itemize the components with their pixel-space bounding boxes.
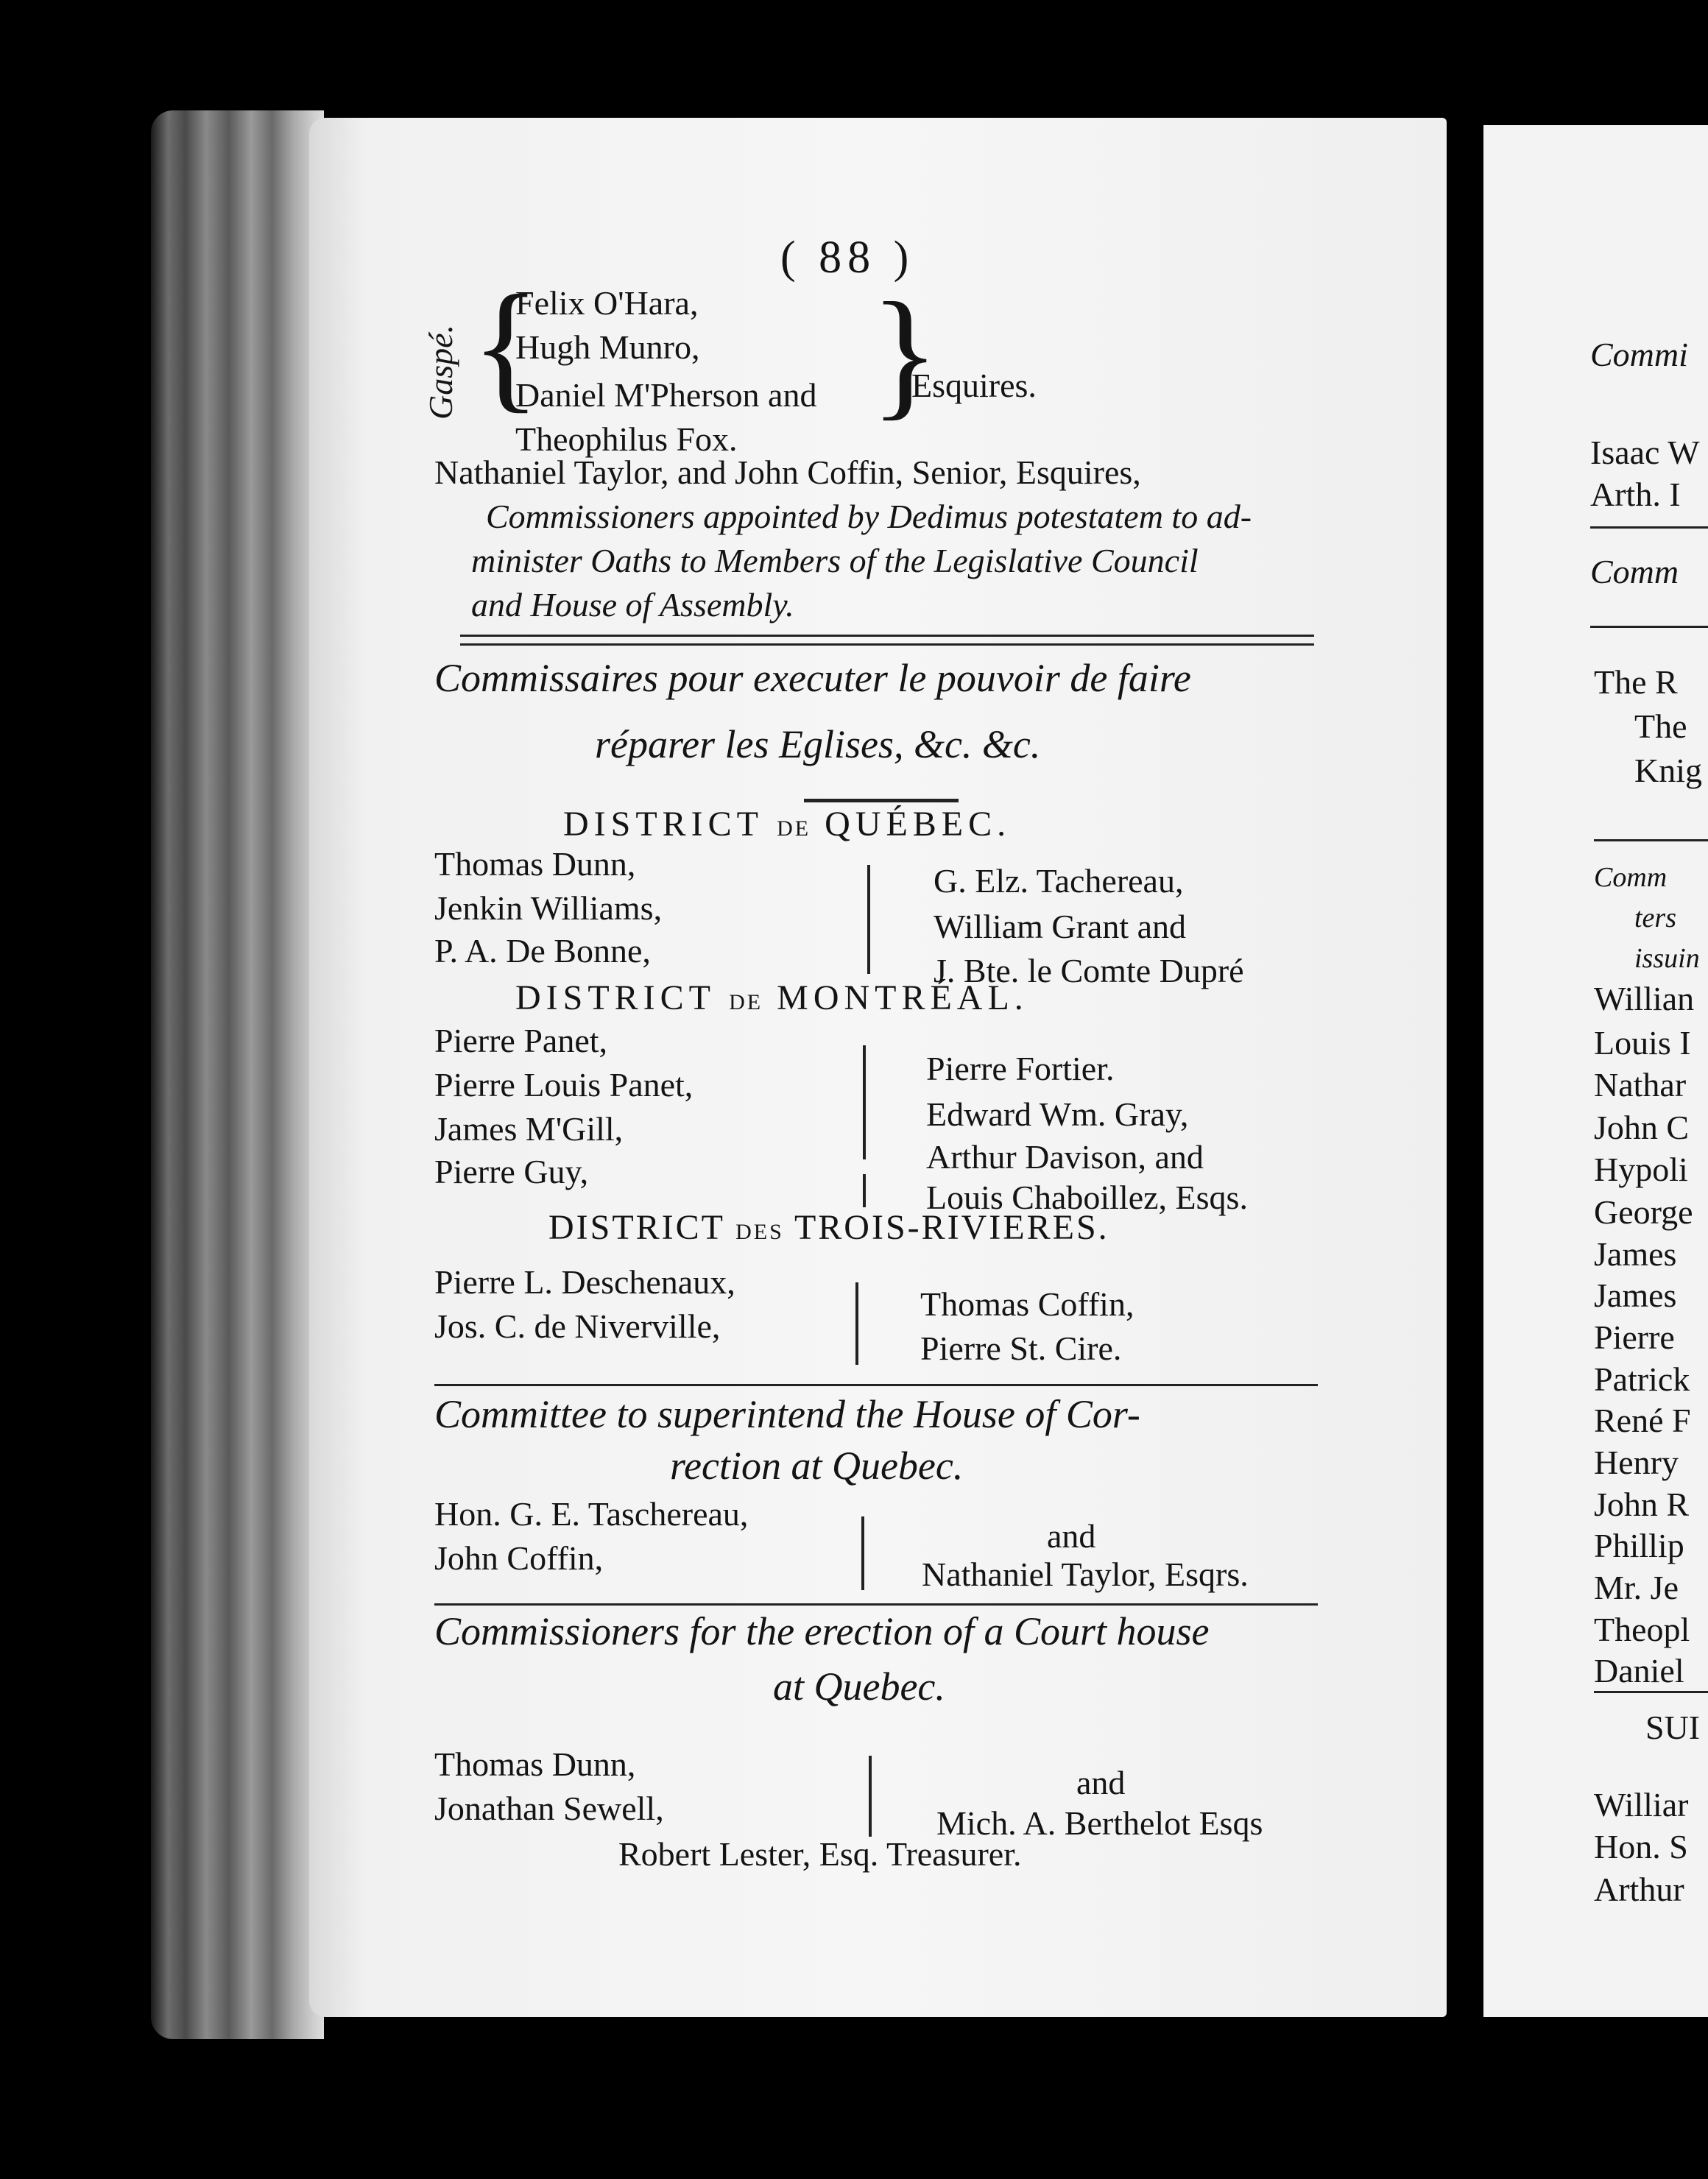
courthouse-name: and [1076, 1764, 1126, 1801]
district-name: J. Bte. le Comte Dupré [934, 952, 1244, 989]
courthouse-name: Jonathan Sewell, [434, 1790, 664, 1827]
section-title: réparer les Eglises, &c. &c. [595, 722, 1041, 766]
gaspe-suffix: Esquires. [911, 367, 1037, 404]
district-place: QUÉBEC. [825, 805, 1012, 844]
district-place: TROIS-RIVIERES. [794, 1208, 1109, 1247]
divider [434, 1603, 1318, 1606]
right-page-line: James [1594, 1235, 1677, 1273]
district-name: P. A. De Bonne, [434, 932, 651, 970]
divider [1590, 526, 1708, 529]
right-page-line: Williar [1594, 1786, 1689, 1823]
district-name: Pierre Louis Panet, [434, 1066, 694, 1103]
right-page-line: Daniel [1594, 1652, 1684, 1689]
divider [1594, 1691, 1708, 1693]
section-title: at Quebec. [773, 1664, 945, 1709]
right-page-line: Pierre [1594, 1318, 1675, 1356]
right-page-line: James [1594, 1276, 1677, 1314]
dedimus-line: minister Oaths to Members of the Legislative Council [471, 542, 1199, 579]
district-name: G. Elz. Tachereau, [934, 862, 1184, 900]
district-heading [548, 1207, 1109, 1248]
right-page-line: Phillip [1594, 1527, 1684, 1564]
gaspe-name: Daniel M'Pherson and [515, 376, 817, 414]
section-title: Committee to superintend the House of Cor- [434, 1392, 1140, 1436]
dedimus-line: and House of Assembly. [471, 586, 794, 624]
district-name: Jenkin Williams, [434, 889, 663, 927]
district-name: Edward Wm. Gray, [926, 1095, 1189, 1133]
column-separator [863, 1045, 866, 1159]
courthouse-name: Thomas Dunn, [434, 1745, 636, 1783]
right-page-line: Arthur [1594, 1871, 1684, 1908]
right-page-line: SUI [1645, 1709, 1701, 1746]
correction-name: Nathaniel Taylor, Esqrs. [922, 1555, 1249, 1593]
right-page-line: Henry [1594, 1444, 1679, 1481]
right-page-line: issuin [1634, 943, 1700, 974]
right-page-line: Arth. I [1590, 476, 1681, 513]
district-de: DE [729, 990, 763, 1014]
short-divider [804, 799, 959, 802]
district-prefix: DISTRICT [515, 978, 716, 1017]
divider [460, 635, 1314, 637]
district-heading [563, 804, 1011, 844]
divider [434, 1384, 1318, 1386]
column-separator [867, 865, 870, 974]
district-name: Pierre L. Deschenaux, [434, 1263, 735, 1301]
district-name: William Grant and [934, 908, 1187, 945]
column-separator [861, 1516, 864, 1590]
right-page-line: Knig [1634, 752, 1702, 789]
correction-name: Hon. G. E. Taschereau, [434, 1495, 749, 1533]
district-name: Louis Chaboillez, Esqs. [926, 1179, 1248, 1216]
district-prefix: DISTRICT [563, 805, 763, 844]
district-name: Jos. C. de Niverville, [434, 1307, 721, 1345]
column-separator [855, 1282, 858, 1365]
district-name: Thomas Dunn, [434, 845, 636, 883]
district-name: James M'Gill, [434, 1110, 624, 1148]
dedimus-line: Commissioners appointed by Dedimus potestatem to ad- [486, 498, 1252, 535]
right-page-line: Mr. Je [1594, 1569, 1679, 1606]
correction-name: and [1047, 1517, 1096, 1555]
right-page-line: Isaac W [1590, 434, 1700, 471]
section-title: Commissioners for the erection of a Court house [434, 1609, 1210, 1653]
district-heading [515, 978, 1028, 1018]
right-page-line: Comm [1590, 553, 1679, 590]
gaspe-name: Felix O'Hara, [515, 284, 699, 322]
gaspe-name: Theophilus Fox. [515, 420, 738, 458]
divider [1590, 626, 1708, 628]
district-de: DES [735, 1220, 784, 1244]
courthouse-name: Mich. A. Berthelot Esqs [936, 1804, 1263, 1842]
right-page-line: Patrick [1594, 1360, 1690, 1398]
right-page-line: René F [1594, 1402, 1691, 1439]
district-place: MONTRÉAL. [777, 978, 1028, 1017]
book-page-edges [151, 110, 324, 2039]
page-number: ( 88 ) [780, 233, 915, 283]
right-page-line: The [1634, 707, 1687, 745]
district-name: Pierre Fortier. [926, 1050, 1115, 1087]
district-prefix: DISTRICT [548, 1208, 725, 1247]
right-page-line: Hypoli [1594, 1151, 1688, 1188]
correction-name: John Coffin, [434, 1539, 604, 1577]
right-page-line: George [1594, 1193, 1693, 1231]
right-page-line: Commi [1590, 336, 1688, 373]
right-page-line: Louis I [1594, 1024, 1691, 1062]
section-title: Commissaires pour executer le pouvoir de faire [434, 656, 1191, 700]
district-name: Arthur Davison, and [926, 1138, 1204, 1176]
right-brace: } [870, 273, 940, 433]
district-name: Pierre Guy, [434, 1153, 589, 1190]
right-page-line: Nathar [1594, 1066, 1687, 1103]
section-title: rection at Quebec. [670, 1444, 964, 1488]
gaspe-label: Gaspé. [422, 324, 459, 420]
divider [1594, 839, 1708, 841]
district-name: Thomas Coffin, [920, 1285, 1134, 1323]
column-separator [869, 1756, 872, 1837]
left-brace: { [471, 266, 541, 425]
right-page-line: ters [1634, 903, 1676, 933]
right-page-line: Willian [1594, 980, 1695, 1017]
right-page-line: John R [1594, 1486, 1690, 1523]
gaspe-name: Hugh Munro, [515, 328, 700, 366]
treasurer-line: Robert Lester, Esq. Treasurer. [618, 1835, 1022, 1873]
district-name: Pierre Panet, [434, 1022, 608, 1059]
right-page-line: Hon. S [1594, 1828, 1688, 1865]
right-page-line: Theopl [1594, 1611, 1690, 1648]
district-name: Pierre St. Cire. [920, 1329, 1122, 1367]
right-page-line: Comm [1594, 862, 1668, 893]
divider [460, 643, 1314, 646]
district-de: DE [777, 816, 811, 841]
dedimus-line: Nathaniel Taylor, and John Coffin, Senior, Esquires, [434, 453, 1141, 491]
column-separator [863, 1174, 866, 1207]
right-page-line: The R [1594, 663, 1678, 701]
right-page-line: John C [1594, 1109, 1690, 1146]
